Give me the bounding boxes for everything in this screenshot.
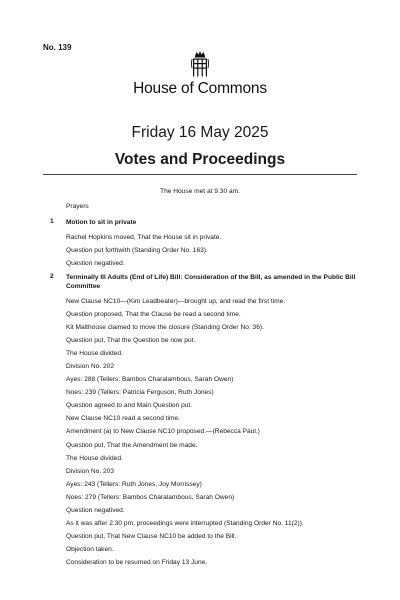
proceeding-line: As it was after 2.30 pm, proceedings were interrupted (Standing Order No. 11(2)). [66, 519, 304, 527]
proceeding-line: Question proposed, That the Clause be read a second time. [66, 311, 241, 319]
item-heading: Terminally Ill Adults (End of Life) Bill: Consideration of the Bill, as amended in the Public Bill Committee [66, 274, 356, 290]
title-divider [43, 174, 357, 175]
proceeding-line: The House divided. [66, 350, 123, 358]
division-number: Division No. 202 [66, 363, 115, 371]
sitting-date: Friday 16 May 2025 [131, 124, 269, 141]
proceeding-line: Question put, That the Question be now put. [66, 337, 196, 345]
prayers-label: Prayers [66, 203, 89, 210]
item-number: 2 [50, 273, 54, 280]
house-met-time: The House met at 9.30 am. [160, 188, 240, 195]
proceeding-line: Question agreed to and Main Question put. [66, 402, 193, 410]
proceeding-line: Question put forthwith (Standing Order No. 163). [66, 247, 208, 255]
proceeding-line: Consideration to be resumed on Friday 13 June. [66, 558, 208, 566]
division-ayes: Ayes: 243 (Tellers: Ruth Jones, Joy Morrissey) [66, 480, 202, 488]
house-of-commons-logo [0, 50, 400, 98]
proceeding-line: Question negatived. [66, 506, 125, 514]
proceeding-line: New Clause NC10—(Kim Leadbeater)—brought up, and read the first time. [66, 298, 286, 305]
proceeding-line: Question put, That New Clause NC10 be added to the Bill. [66, 532, 237, 540]
proceeding-line: Amendment (a) to New Clause NC10 proposed.—(Rebecca Paul.) [66, 428, 260, 436]
house-name: House of Commons [133, 80, 267, 97]
proceeding-item-2 [43, 273, 357, 569]
division-ayes: Ayes: 288 (Tellers: Bambos Charalambous, Sarah Owen) [66, 376, 234, 384]
document-title: Votes and Proceedings [114, 151, 286, 168]
proceeding-line: Question negatived. [66, 260, 125, 268]
proceeding-line: New Clause NC10 read a second time. [66, 415, 180, 423]
proceeding-item-1 [43, 218, 357, 270]
division-noes: Noes: 239 (Tellers: Patricia Ferguson, Ruth Jones) [66, 389, 214, 397]
item-heading: Motion to sit in private [66, 219, 137, 226]
proceeding-line: Rachel Hopkins moved, That the House sit in private. [66, 234, 222, 241]
item-number: 1 [50, 218, 54, 225]
proceeding-line: Objection taken. [66, 545, 114, 553]
proceeding-line: Question put, That the Amendment be made. [66, 441, 198, 449]
issue-number: No. 139 [43, 43, 72, 52]
division-number: Division No. 203 [66, 467, 115, 475]
proceeding-line: Kit Malthouse claimed to move the closure (Standing Order No. 36). [66, 324, 264, 332]
portcullis-icon [189, 50, 211, 78]
division-noes: Noes: 279 (Tellers: Bambos Charalambous, Sarah Owen) [66, 493, 235, 501]
proceeding-line: The House divided. [66, 454, 123, 462]
